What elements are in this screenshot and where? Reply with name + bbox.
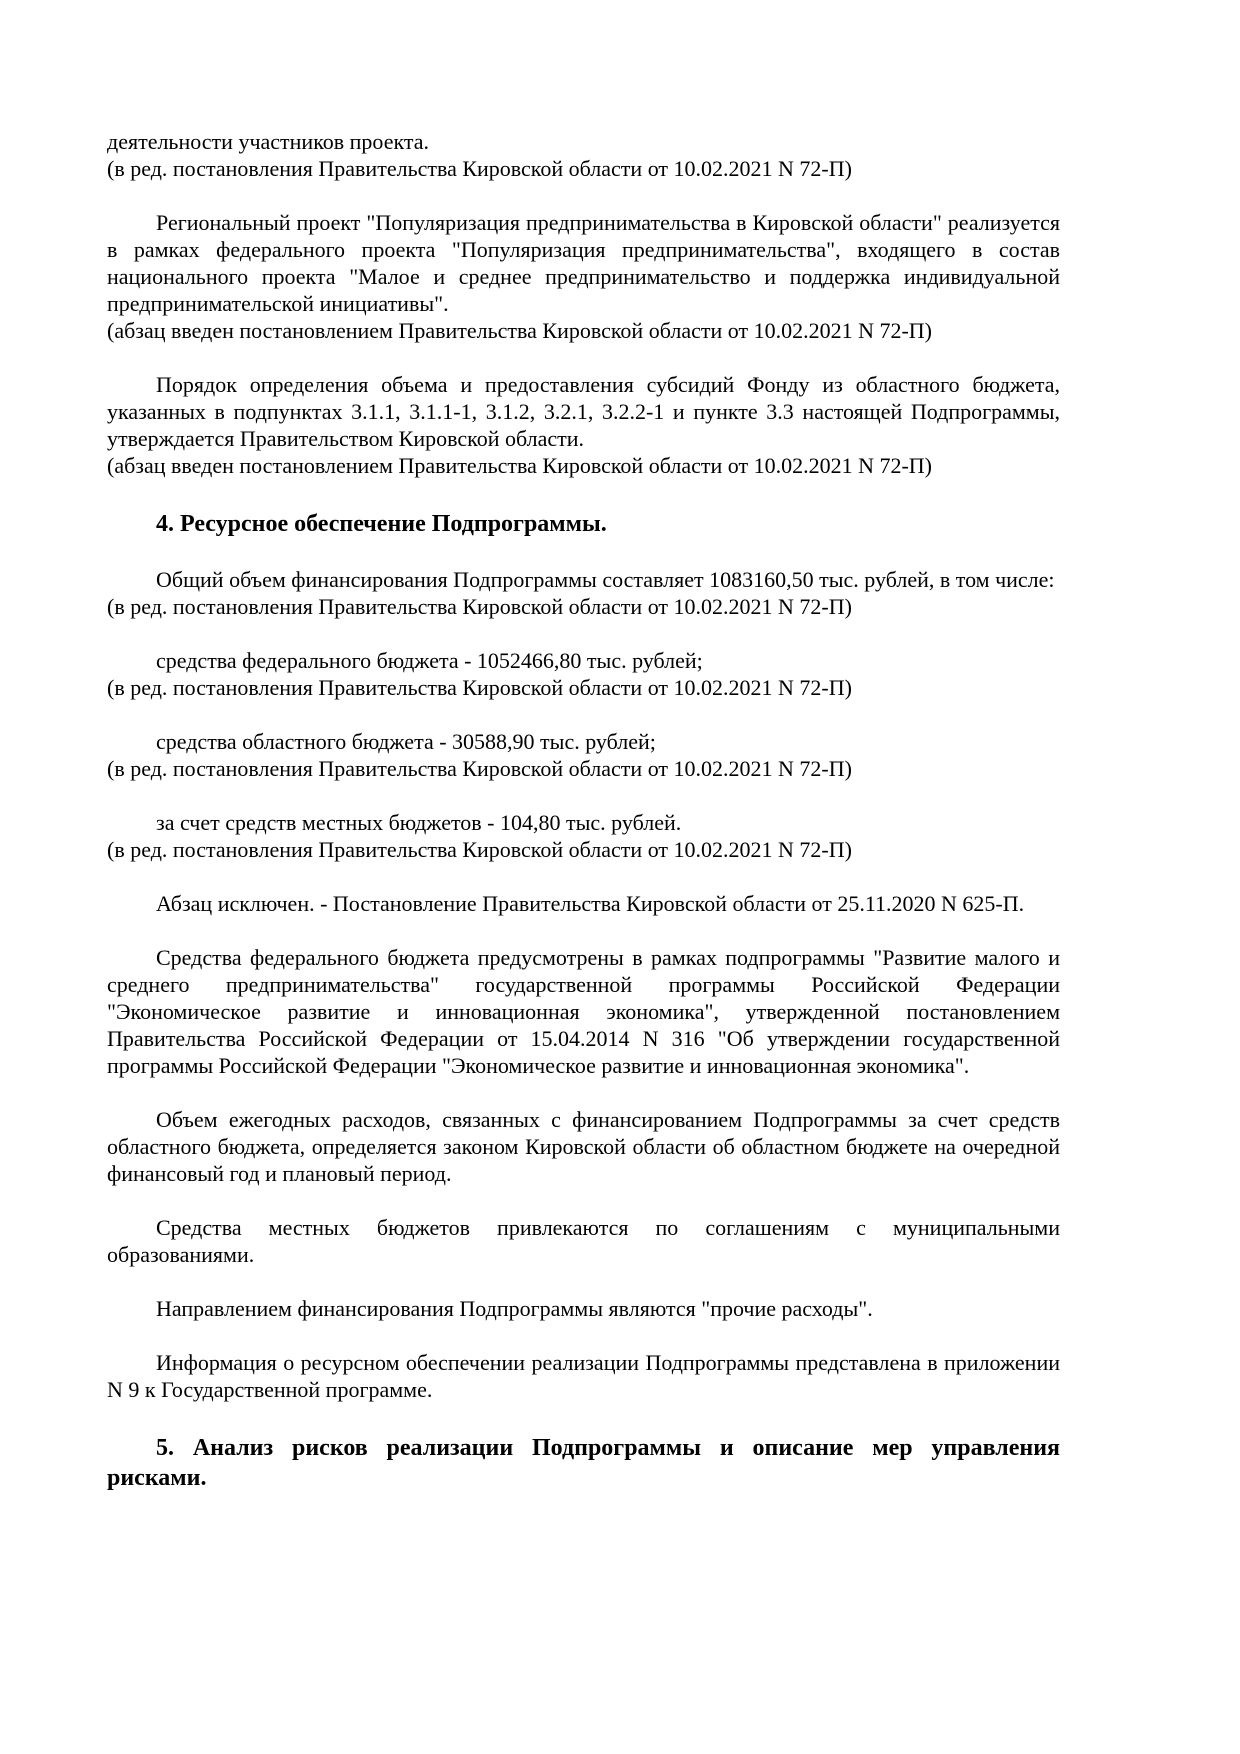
paragraph: средства федерального бюджета - 1052466,80 тыс. рублей; xyxy=(156,648,703,673)
paragraph-continuation: деятельности участников проекта. xyxy=(107,129,430,154)
section-4-heading: 4. Ресурсное обеспечение Подпрограммы. xyxy=(156,511,607,537)
paragraph: Региональный проект "Популяризация предпринимательства в Кировской области" реализуется в рамках федерального проекта "Популяризация предпринимательства", входящего в состав национального проекта "Малое и среднее предпринимательство и поддержка индивидуальной предпринимательской инициативы". xyxy=(107,210,1060,316)
paragraph: Средства федерального бюджета предусмотрены в рамках подпрограммы "Развитие малого и среднего предпринимательства" государственной программы Российской Федерации "Экономическое развитие и инновационная экономика", утвержденной постановлением Правительства Российской Федерации от 15.04.2014 N 316 "Об утверждении государственной программы Российской Федерации "Экономическое развитие и инновационная экономика". xyxy=(107,945,1060,1078)
amendment-note: (в ред. постановления Правительства Кировской области от 10.02.2021 N 72-П) xyxy=(107,837,852,862)
paragraph-excluded-note: Абзац исключен. - Постановление Правительства Кировской области от 25.11.2020 N 625-П. xyxy=(156,891,1025,916)
paragraph: Средства местных бюджетов привлекаются по соглашениям с муниципальными образованиями. xyxy=(107,1215,1060,1267)
amendment-note: (в ред. постановления Правительства Кировской области от 10.02.2021 N 72-П) xyxy=(107,756,852,781)
amendment-note: (абзац введен постановлением Правительства Кировской области от 10.02.2021 N 72-П) xyxy=(107,318,932,343)
section-5-heading: 5. Анализ рисков реализации Подпрограммы и описание мер управления рисками. xyxy=(107,1435,1060,1491)
amendment-note: (в ред. постановления Правительства Кировской области от 10.02.2021 N 72-П) xyxy=(107,675,852,700)
paragraph: средства областного бюджета - 30588,90 тыс. рублей; xyxy=(156,729,656,754)
amendment-note: (в ред. постановления Правительства Кировской области от 10.02.2021 N 72-П) xyxy=(107,594,852,619)
paragraph: Общий объем финансирования Подпрограммы составляет 1083160,50 тыс. рублей, в том числе: xyxy=(156,567,1055,592)
paragraph: Направлением финансирования Подпрограммы являются "прочие расходы". xyxy=(156,1296,873,1321)
paragraph: Объем ежегодных расходов, связанных с финансированием Подпрограммы за счет средств областного бюджета, определяется законом Кировской области об областном бюджете на очередной финансовый год и плановый период. xyxy=(107,1107,1060,1186)
amendment-note: (абзац введен постановлением Правительства Кировской области от 10.02.2021 N 72-П) xyxy=(107,453,932,478)
paragraph: Порядок определения объема и предоставления субсидий Фонду из областного бюджета, указанных в подпунктах 3.1.1, 3.1.1-1, 3.1.2, 3.2.1, 3.2.2-1 и пункте 3.3 настоящей Подпрограммы, утверждается Правительством Кировской области. xyxy=(107,372,1060,451)
amendment-note: (в ред. постановления Правительства Кировской области от 10.02.2021 N 72-П) xyxy=(107,156,852,181)
paragraph: Информация о ресурсном обеспечении реализации Подпрограммы представлена в приложении N 9 к Государственной программе. xyxy=(107,1350,1060,1402)
paragraph: за счет средств местных бюджетов - 104,80 тыс. рублей. xyxy=(156,810,682,835)
